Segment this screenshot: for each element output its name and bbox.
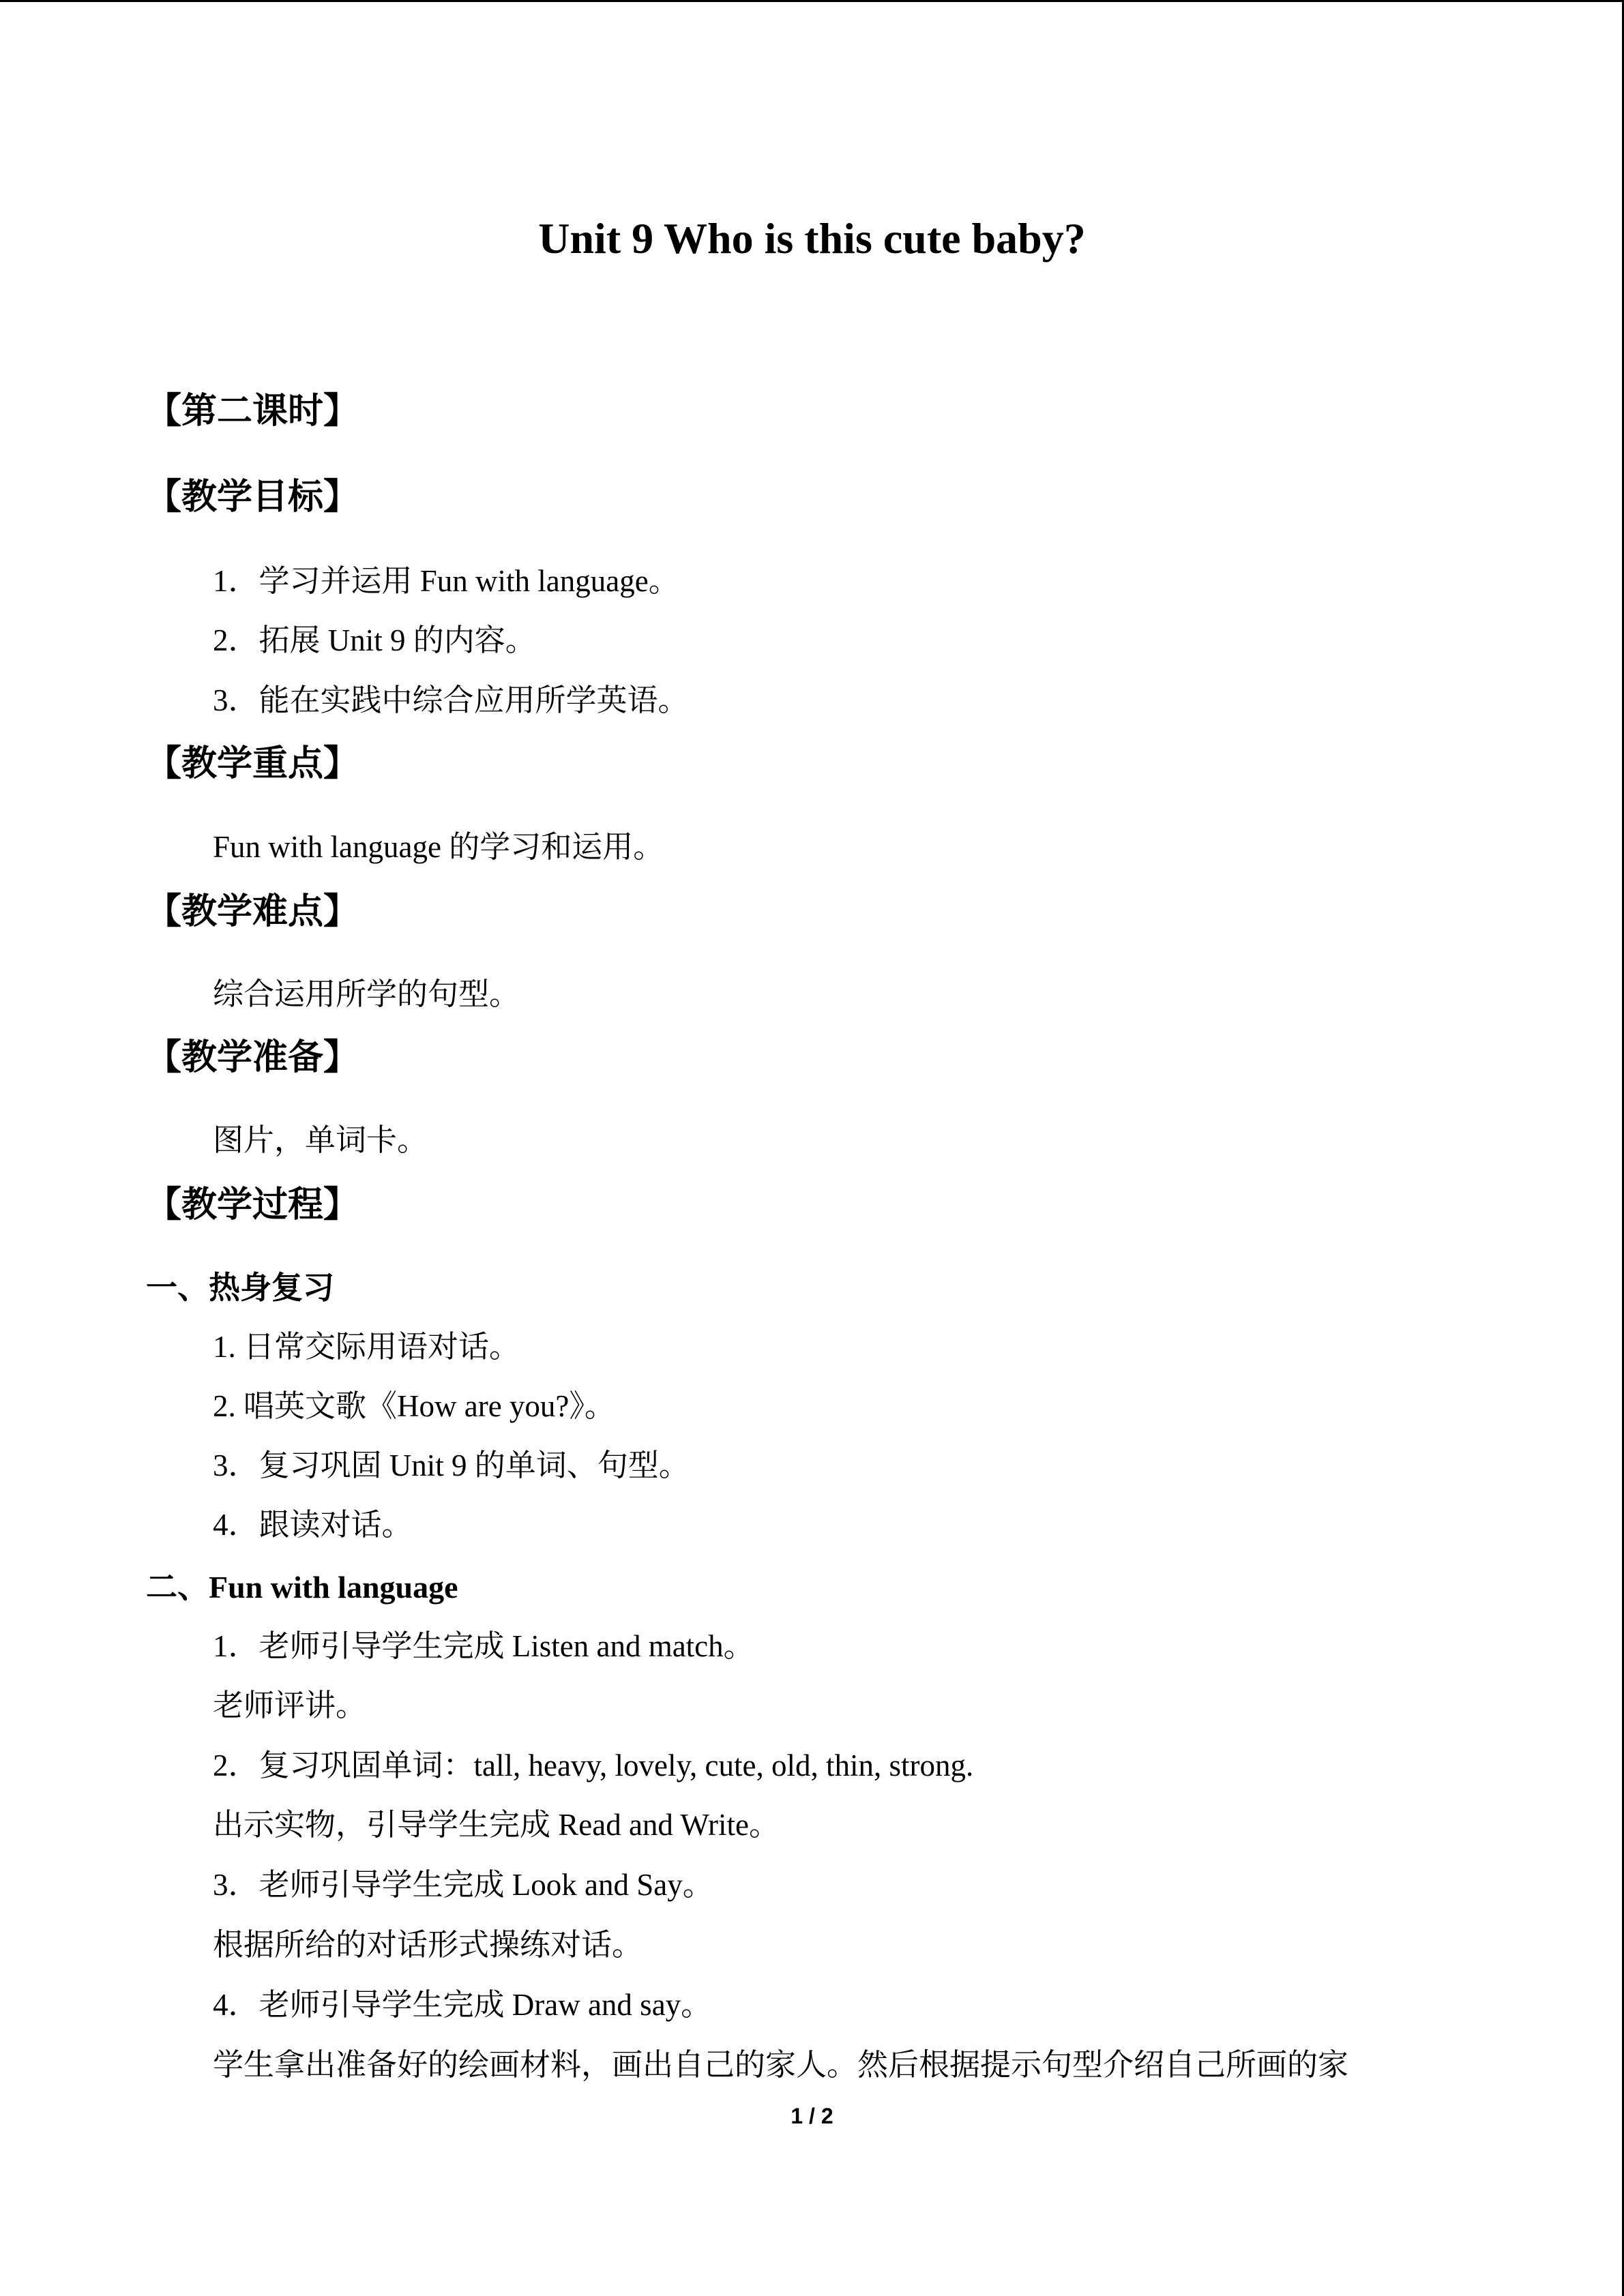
document-title: Unit 9 Who is this cute baby? (538, 214, 1086, 263)
lesson-heading: 【第二课时】 (146, 392, 359, 431)
fun-item: 出示实物，引导学生完成 Read and Write。 (213, 1808, 780, 1842)
fun-item: 1．老师引导学生完成 Listen and match。 (213, 1629, 754, 1663)
key-points-text: Fun with language 的学习和运用。 (213, 830, 664, 864)
warmup-heading: 一、热身复习 (146, 1270, 334, 1305)
difficulties-text: 综合运用所学的句型。 (213, 977, 520, 1011)
warmup-item: 3．复习巩固 Unit 9 的单词、句型。 (213, 1448, 690, 1482)
warmup-item: 2. 唱英文歌《How are you?》。 (213, 1389, 615, 1423)
fun-with-language-heading: 二、Fun with language (146, 1570, 458, 1605)
warmup-item: 4．跟读对话。 (213, 1508, 413, 1542)
fun-item: 3．老师引导学生完成 Look and Say。 (213, 1868, 713, 1902)
objective-item: 1．学习并运用 Fun with language。 (213, 564, 679, 598)
key-points-heading: 【教学重点】 (146, 745, 359, 784)
fun-item: 根据所给的对话形式操练对话。 (213, 1928, 643, 1962)
process-heading: 【教学过程】 (146, 1186, 359, 1225)
objectives-heading: 【教学目标】 (146, 478, 359, 517)
objective-item: 3．能在实践中综合应用所学英语。 (213, 683, 689, 717)
page-number: 1 / 2 (791, 2104, 833, 2128)
fun-item: 4．老师引导学生完成 Draw and say。 (213, 1988, 712, 2022)
preparation-heading: 【教学准备】 (146, 1039, 359, 1077)
warmup-item: 1. 日常交际用语对话。 (213, 1330, 520, 1364)
objective-item: 2．拓展 Unit 9 的内容。 (213, 623, 536, 657)
difficulties-heading: 【教学难点】 (146, 893, 359, 931)
fun-item: 老师评讲。 (213, 1688, 367, 1723)
fun-item: 学生拿出准备好的绘画材料，画出自己的家人。然后根据提示句型介绍自己所画的家 (213, 2048, 1349, 2082)
page-top-border (0, 0, 1624, 2)
fun-item: 2．复习巩固单词：tall, heavy, lovely, cute, old, thin, strong. (213, 1748, 974, 1783)
preparation-text: 图片，单词卡。 (213, 1123, 428, 1157)
